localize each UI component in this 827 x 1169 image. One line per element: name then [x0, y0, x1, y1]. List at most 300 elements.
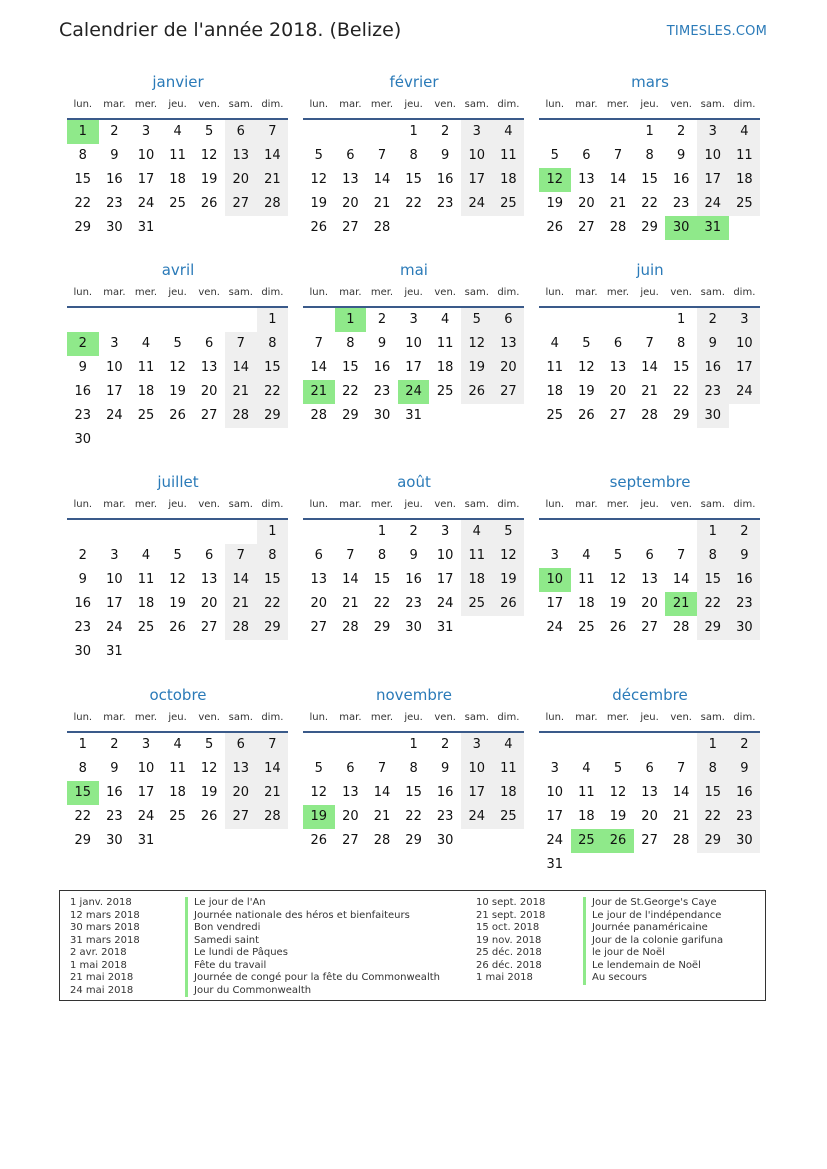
day-cell[interactable]: 14 [257, 144, 289, 168]
day-cell[interactable]: 1 [697, 733, 729, 757]
day-cell[interactable]: 6 [346, 761, 355, 776]
site-link[interactable]: TIMESLES.COM [666, 24, 767, 39]
day-cell[interactable]: 29 [257, 616, 289, 640]
day-cell[interactable]: 28 [225, 616, 257, 640]
holiday-day-cell[interactable]: 21 [665, 592, 697, 616]
day-cell[interactable]: 5 [314, 761, 323, 776]
day-cell[interactable]: 19 [169, 596, 186, 611]
day-cell[interactable]: 24 [106, 620, 123, 635]
day-cell[interactable]: 5 [493, 520, 525, 544]
day-cell[interactable]: 16 [74, 596, 92, 611]
day-cell[interactable]: 26 [169, 620, 186, 635]
day-cell[interactable]: 12 [609, 785, 627, 800]
day-cell[interactable]: 9 [409, 548, 418, 563]
day-cell[interactable]: 18 [493, 168, 525, 192]
day-cell[interactable]: 9 [441, 761, 450, 776]
day-cell[interactable]: 16 [436, 785, 454, 800]
day-cell[interactable]: 18 [578, 596, 595, 611]
day-cell[interactable]: 5 [314, 148, 323, 163]
day-cell[interactable]: 22 [697, 592, 729, 616]
day-cell[interactable]: 1 [257, 520, 289, 544]
day-cell[interactable]: 1 [645, 124, 654, 139]
day-cell[interactable]: 12 [200, 761, 218, 776]
day-cell[interactable]: 17 [461, 781, 493, 805]
day-cell[interactable]: 3 [729, 308, 761, 332]
day-cell[interactable]: 28 [609, 220, 627, 235]
day-cell[interactable]: 7 [377, 148, 387, 163]
day-cell[interactable]: 18 [493, 781, 525, 805]
day-cell[interactable]: 15 [697, 568, 729, 592]
day-cell[interactable]: 27 [200, 620, 218, 635]
day-cell[interactable]: 17 [405, 360, 422, 375]
day-cell[interactable]: 29 [257, 404, 289, 428]
day-cell[interactable]: 25 [169, 809, 186, 824]
day-cell[interactable]: 13 [609, 360, 627, 375]
day-cell[interactable]: 30 [729, 829, 761, 853]
day-cell[interactable]: 17 [137, 785, 155, 800]
day-cell[interactable]: 16 [729, 568, 761, 592]
day-cell[interactable]: 13 [225, 144, 257, 168]
day-cell[interactable]: 14 [641, 360, 658, 375]
day-cell[interactable]: 11 [461, 544, 493, 568]
day-cell[interactable]: 3 [550, 548, 559, 563]
day-cell[interactable]: 13 [342, 172, 359, 187]
day-cell[interactable]: 3 [550, 761, 559, 776]
day-cell[interactable]: 14 [342, 572, 359, 587]
day-cell[interactable]: 30 [697, 404, 729, 428]
day-cell[interactable]: 23 [106, 196, 123, 211]
day-cell[interactable]: 16 [106, 785, 123, 800]
day-cell[interactable]: 21 [257, 168, 289, 192]
day-cell[interactable]: 15 [405, 172, 422, 187]
day-cell[interactable]: 7 [225, 544, 257, 568]
day-cell[interactable]: 25 [436, 384, 454, 399]
day-cell[interactable]: 25 [169, 196, 186, 211]
day-cell[interactable]: 14 [672, 572, 690, 587]
day-cell[interactable]: 3 [697, 120, 729, 144]
day-cell[interactable]: 24 [106, 408, 123, 423]
day-cell[interactable]: 16 [697, 356, 729, 380]
day-cell[interactable]: 1 [78, 737, 87, 752]
day-cell[interactable]: 8 [257, 544, 289, 568]
day-cell[interactable]: 18 [461, 568, 493, 592]
day-cell[interactable]: 18 [729, 168, 761, 192]
day-cell[interactable]: 12 [169, 360, 186, 375]
day-cell[interactable]: 20 [609, 384, 627, 399]
day-cell[interactable]: 23 [729, 805, 761, 829]
day-cell[interactable]: 29 [641, 220, 658, 235]
day-cell[interactable]: 24 [137, 809, 155, 824]
day-cell[interactable]: 4 [582, 548, 591, 563]
day-cell[interactable]: 13 [200, 360, 218, 375]
day-cell[interactable]: 27 [200, 408, 218, 423]
day-cell[interactable]: 10 [106, 360, 123, 375]
day-cell[interactable]: 28 [257, 805, 289, 829]
day-cell[interactable]: 13 [225, 757, 257, 781]
day-cell[interactable]: 10 [461, 757, 493, 781]
day-cell[interactable]: 14 [225, 356, 257, 380]
day-cell[interactable]: 10 [461, 144, 493, 168]
day-cell[interactable]: 31 [137, 833, 155, 848]
day-cell[interactable]: 25 [137, 620, 155, 635]
day-cell[interactable]: 12 [578, 360, 595, 375]
day-cell[interactable]: 5 [173, 336, 182, 351]
day-cell[interactable]: 11 [578, 785, 595, 800]
holiday-day-cell[interactable]: 21 [303, 380, 335, 404]
day-cell[interactable]: 20 [200, 596, 218, 611]
day-cell[interactable]: 4 [173, 124, 182, 139]
day-cell[interactable]: 5 [173, 548, 182, 563]
day-cell[interactable]: 16 [373, 360, 391, 375]
day-cell[interactable]: 9 [78, 572, 87, 587]
day-cell[interactable]: 8 [697, 544, 729, 568]
day-cell[interactable]: 3 [141, 124, 151, 139]
day-cell[interactable]: 16 [729, 781, 761, 805]
day-cell[interactable]: 21 [609, 196, 627, 211]
day-cell[interactable]: 24 [546, 833, 564, 848]
day-cell[interactable]: 11 [493, 757, 525, 781]
day-cell[interactable]: 21 [257, 781, 289, 805]
day-cell[interactable]: 12 [609, 572, 627, 587]
day-cell[interactable]: 19 [546, 196, 564, 211]
holiday-day-cell[interactable]: 30 [665, 216, 697, 240]
day-cell[interactable]: 17 [546, 596, 564, 611]
day-cell[interactable]: 15 [257, 568, 289, 592]
day-cell[interactable]: 19 [200, 172, 218, 187]
day-cell[interactable]: 29 [74, 220, 92, 235]
day-cell[interactable]: 2 [729, 520, 761, 544]
day-cell[interactable]: 18 [436, 360, 454, 375]
holiday-day-cell[interactable]: 24 [398, 380, 430, 404]
day-cell[interactable]: 1 [697, 520, 729, 544]
day-cell[interactable]: 6 [582, 148, 591, 163]
day-cell[interactable]: 24 [137, 196, 155, 211]
day-cell[interactable]: 16 [405, 572, 422, 587]
day-cell[interactable]: 27 [342, 833, 359, 848]
holiday-day-cell[interactable]: 1 [335, 308, 367, 332]
day-cell[interactable]: 10 [697, 144, 729, 168]
day-cell[interactable]: 8 [377, 548, 387, 563]
day-cell[interactable]: 14 [609, 172, 627, 187]
day-cell[interactable]: 28 [641, 408, 658, 423]
day-cell[interactable]: 24 [461, 805, 493, 829]
day-cell[interactable]: 16 [106, 172, 123, 187]
day-cell[interactable]: 26 [310, 833, 328, 848]
day-cell[interactable]: 30 [405, 620, 422, 635]
day-cell[interactable]: 8 [78, 148, 87, 163]
day-cell[interactable]: 2 [441, 124, 450, 139]
day-cell[interactable]: 22 [74, 196, 92, 211]
day-cell[interactable]: 14 [373, 785, 391, 800]
day-cell[interactable]: 13 [493, 332, 525, 356]
day-cell[interactable]: 19 [200, 785, 218, 800]
day-cell[interactable]: 21 [373, 809, 391, 824]
day-cell[interactable]: 17 [546, 809, 564, 824]
day-cell[interactable]: 27 [578, 220, 595, 235]
day-cell[interactable]: 28 [373, 220, 391, 235]
day-cell[interactable]: 26 [310, 220, 328, 235]
day-cell[interactable]: 13 [310, 572, 328, 587]
day-cell[interactable]: 24 [729, 380, 761, 404]
day-cell[interactable]: 11 [578, 572, 595, 587]
day-cell[interactable]: 11 [137, 572, 155, 587]
day-cell[interactable]: 2 [697, 308, 729, 332]
day-cell[interactable]: 4 [493, 120, 525, 144]
day-cell[interactable]: 4 [550, 336, 559, 351]
day-cell[interactable]: 3 [141, 737, 151, 752]
day-cell[interactable]: 15 [74, 172, 92, 187]
day-cell[interactable]: 26 [578, 408, 595, 423]
day-cell[interactable]: 16 [436, 172, 454, 187]
day-cell[interactable]: 27 [493, 380, 525, 404]
day-cell[interactable]: 30 [106, 833, 123, 848]
day-cell[interactable]: 30 [106, 220, 123, 235]
day-cell[interactable]: 20 [342, 809, 359, 824]
day-cell[interactable]: 2 [729, 733, 761, 757]
day-cell[interactable]: 22 [641, 196, 658, 211]
day-cell[interactable]: 8 [257, 332, 289, 356]
day-cell[interactable]: 14 [257, 757, 289, 781]
day-cell[interactable]: 8 [677, 336, 686, 351]
day-cell[interactable]: 19 [578, 384, 595, 399]
day-cell[interactable]: 20 [225, 781, 257, 805]
day-cell[interactable]: 9 [441, 148, 450, 163]
day-cell[interactable]: 7 [257, 733, 289, 757]
day-cell[interactable]: 29 [373, 620, 391, 635]
day-cell[interactable]: 17 [461, 168, 493, 192]
day-cell[interactable]: 27 [641, 833, 658, 848]
day-cell[interactable]: 11 [729, 144, 761, 168]
day-cell[interactable]: 16 [672, 172, 690, 187]
day-cell[interactable]: 22 [405, 196, 422, 211]
day-cell[interactable]: 15 [672, 360, 690, 375]
day-cell[interactable]: 19 [493, 568, 525, 592]
day-cell[interactable]: 10 [405, 336, 422, 351]
day-cell[interactable]: 26 [461, 380, 493, 404]
day-cell[interactable]: 18 [169, 785, 186, 800]
day-cell[interactable]: 8 [346, 336, 355, 351]
day-cell[interactable]: 9 [110, 148, 119, 163]
day-cell[interactable]: 15 [697, 781, 729, 805]
day-cell[interactable]: 10 [137, 761, 155, 776]
day-cell[interactable]: 24 [436, 596, 454, 611]
day-cell[interactable]: 13 [578, 172, 595, 187]
day-cell[interactable]: 5 [550, 148, 559, 163]
day-cell[interactable]: 4 [441, 312, 450, 327]
day-cell[interactable]: 23 [672, 196, 690, 211]
holiday-day-cell[interactable]: 1 [67, 120, 99, 144]
day-cell[interactable]: 25 [461, 592, 493, 616]
day-cell[interactable]: 22 [257, 592, 289, 616]
day-cell[interactable]: 8 [409, 761, 418, 776]
day-cell[interactable]: 6 [493, 308, 525, 332]
day-cell[interactable]: 9 [78, 360, 87, 375]
holiday-day-cell[interactable]: 25 [571, 829, 603, 853]
day-cell[interactable]: 6 [225, 733, 257, 757]
holiday-day-cell[interactable]: 31 [697, 216, 729, 240]
day-cell[interactable]: 25 [493, 805, 525, 829]
day-cell[interactable]: 5 [613, 761, 623, 776]
day-cell[interactable]: 23 [697, 380, 729, 404]
day-cell[interactable]: 9 [377, 336, 387, 351]
day-cell[interactable]: 20 [493, 356, 525, 380]
day-cell[interactable]: 21 [342, 596, 359, 611]
day-cell[interactable]: 1 [409, 124, 418, 139]
day-cell[interactable]: 25 [578, 620, 595, 635]
day-cell[interactable]: 30 [436, 833, 454, 848]
day-cell[interactable]: 20 [310, 596, 328, 611]
day-cell[interactable]: 11 [493, 144, 525, 168]
day-cell[interactable]: 26 [200, 196, 218, 211]
day-cell[interactable]: 19 [461, 356, 493, 380]
day-cell[interactable]: 27 [641, 620, 658, 635]
day-cell[interactable]: 6 [613, 336, 623, 351]
day-cell[interactable]: 14 [672, 785, 690, 800]
day-cell[interactable]: 10 [106, 572, 123, 587]
day-cell[interactable]: 17 [697, 168, 729, 192]
day-cell[interactable]: 6 [645, 761, 654, 776]
day-cell[interactable]: 28 [310, 408, 328, 423]
day-cell[interactable]: 27 [342, 220, 359, 235]
day-cell[interactable]: 17 [137, 172, 155, 187]
day-cell[interactable]: 4 [141, 336, 151, 351]
day-cell[interactable]: 26 [200, 809, 218, 824]
day-cell[interactable]: 23 [436, 809, 454, 824]
day-cell[interactable]: 9 [729, 757, 761, 781]
day-cell[interactable]: 11 [137, 360, 155, 375]
day-cell[interactable]: 29 [342, 408, 359, 423]
day-cell[interactable]: 14 [310, 360, 328, 375]
day-cell[interactable]: 31 [436, 620, 454, 635]
day-cell[interactable]: 6 [205, 336, 214, 351]
day-cell[interactable]: 6 [225, 120, 257, 144]
holiday-day-cell[interactable]: 12 [539, 168, 571, 192]
day-cell[interactable]: 5 [613, 548, 623, 563]
day-cell[interactable]: 26 [493, 592, 525, 616]
day-cell[interactable]: 3 [110, 548, 119, 563]
day-cell[interactable]: 15 [405, 785, 422, 800]
day-cell[interactable]: 22 [342, 384, 359, 399]
day-cell[interactable]: 18 [137, 596, 155, 611]
day-cell[interactable]: 17 [106, 596, 123, 611]
day-cell[interactable]: 2 [110, 124, 119, 139]
day-cell[interactable]: 2 [441, 737, 450, 752]
day-cell[interactable]: 2 [377, 312, 387, 327]
day-cell[interactable]: 31 [137, 220, 155, 235]
day-cell[interactable]: 10 [137, 148, 155, 163]
day-cell[interactable]: 26 [609, 620, 627, 635]
day-cell[interactable]: 21 [225, 380, 257, 404]
day-cell[interactable]: 31 [546, 857, 564, 872]
day-cell[interactable]: 18 [578, 809, 595, 824]
day-cell[interactable]: 14 [373, 172, 391, 187]
day-cell[interactable]: 22 [697, 805, 729, 829]
day-cell[interactable]: 19 [609, 596, 627, 611]
day-cell[interactable]: 9 [110, 761, 119, 776]
day-cell[interactable]: 13 [641, 785, 658, 800]
day-cell[interactable]: 23 [74, 408, 92, 423]
day-cell[interactable]: 21 [225, 592, 257, 616]
day-cell[interactable]: 3 [110, 336, 119, 351]
day-cell[interactable]: 22 [405, 809, 422, 824]
day-cell[interactable]: 25 [729, 192, 761, 216]
day-cell[interactable]: 31 [405, 408, 422, 423]
day-cell[interactable]: 2 [677, 124, 686, 139]
day-cell[interactable]: 27 [310, 620, 328, 635]
day-cell[interactable]: 7 [377, 761, 387, 776]
day-cell[interactable]: 25 [493, 192, 525, 216]
day-cell[interactable]: 5 [205, 124, 214, 139]
day-cell[interactable]: 8 [697, 757, 729, 781]
day-cell[interactable]: 23 [405, 596, 422, 611]
day-cell[interactable]: 8 [645, 148, 654, 163]
day-cell[interactable]: 30 [373, 408, 391, 423]
day-cell[interactable]: 31 [106, 644, 123, 659]
day-cell[interactable]: 7 [645, 336, 654, 351]
holiday-day-cell[interactable]: 15 [67, 781, 99, 805]
day-cell[interactable]: 9 [677, 148, 686, 163]
day-cell[interactable]: 12 [169, 572, 186, 587]
day-cell[interactable]: 23 [106, 809, 123, 824]
day-cell[interactable]: 4 [493, 733, 525, 757]
day-cell[interactable]: 28 [225, 404, 257, 428]
day-cell[interactable]: 13 [641, 572, 658, 587]
day-cell[interactable]: 7 [346, 548, 355, 563]
day-cell[interactable]: 4 [173, 737, 182, 752]
day-cell[interactable]: 23 [436, 196, 454, 211]
day-cell[interactable]: 18 [546, 384, 564, 399]
day-cell[interactable]: 28 [373, 833, 391, 848]
day-cell[interactable]: 26 [169, 408, 186, 423]
day-cell[interactable]: 20 [342, 196, 359, 211]
day-cell[interactable]: 6 [205, 548, 214, 563]
day-cell[interactable]: 14 [225, 568, 257, 592]
day-cell[interactable]: 15 [342, 360, 359, 375]
day-cell[interactable]: 30 [74, 644, 92, 659]
day-cell[interactable]: 27 [225, 192, 257, 216]
day-cell[interactable]: 22 [74, 809, 92, 824]
day-cell[interactable]: 2 [78, 548, 87, 563]
day-cell[interactable]: 25 [137, 408, 155, 423]
day-cell[interactable]: 7 [314, 336, 323, 351]
day-cell[interactable]: 12 [493, 544, 525, 568]
day-cell[interactable]: 30 [74, 432, 92, 447]
day-cell[interactable]: 29 [405, 833, 422, 848]
day-cell[interactable]: 9 [729, 544, 761, 568]
day-cell[interactable]: 4 [461, 520, 493, 544]
day-cell[interactable]: 2 [110, 737, 119, 752]
day-cell[interactable]: 19 [169, 384, 186, 399]
day-cell[interactable]: 3 [409, 312, 418, 327]
day-cell[interactable]: 23 [729, 592, 761, 616]
day-cell[interactable]: 6 [314, 548, 323, 563]
day-cell[interactable]: 12 [310, 785, 328, 800]
day-cell[interactable]: 5 [205, 737, 214, 752]
day-cell[interactable]: 5 [461, 308, 493, 332]
day-cell[interactable]: 18 [169, 172, 186, 187]
day-cell[interactable]: 7 [225, 332, 257, 356]
day-cell[interactable]: 29 [74, 833, 92, 848]
day-cell[interactable]: 17 [729, 356, 761, 380]
day-cell[interactable]: 13 [342, 785, 359, 800]
day-cell[interactable]: 1 [677, 312, 686, 327]
day-cell[interactable]: 24 [697, 192, 729, 216]
holiday-day-cell[interactable]: 26 [602, 829, 634, 853]
day-cell[interactable]: 22 [672, 384, 690, 399]
day-cell[interactable]: 11 [169, 761, 186, 776]
day-cell[interactable]: 9 [697, 332, 729, 356]
day-cell[interactable]: 1 [409, 737, 418, 752]
